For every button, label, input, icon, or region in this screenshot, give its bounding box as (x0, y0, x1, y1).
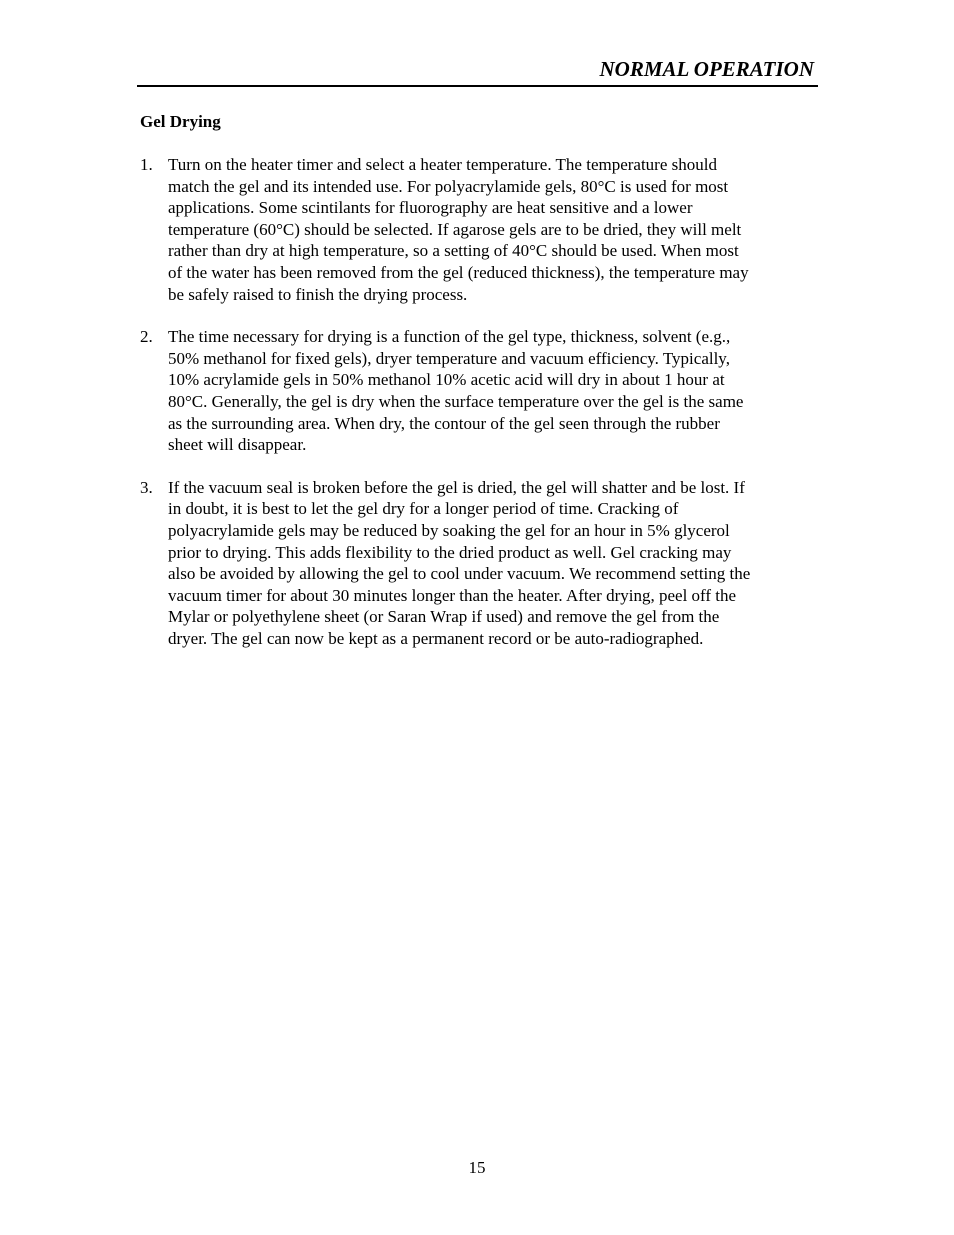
step-line: 80°C. Generally, the gel is dry when the surface temperature over the gel is the same (168, 391, 744, 411)
step-line: Mylar or polyethylene sheet (or Saran Wrap if used) and remove the gel from the (168, 607, 720, 627)
header-title: NORMAL OPERATION (599, 57, 814, 81)
step-line: If the vacuum seal is broken before the gel is dried, the gel will shatter and be lost. If (168, 477, 745, 497)
step-line: sheet will disappear. (168, 435, 307, 455)
step-line: dryer. The gel can now be kept as a permanent record or be auto-radiographed. (168, 628, 704, 648)
page-number: 15 (468, 1158, 486, 1177)
step-line: match the gel and its intended use. For polyacrylamide gels, 80°C is used for most (168, 176, 729, 196)
step-line: as the surrounding area. When dry, the contour of the gel seen through the rubber (168, 413, 720, 433)
step-number: 1. (140, 155, 153, 174)
step-line: temperature (60°C) should be selected. If agarose gels are to be dried, they will melt (168, 219, 742, 239)
step-line: be safely raised to finish the drying process. (168, 284, 468, 304)
step-line: 50% methanol for fixed gels), dryer temperature and vacuum efficiency. Typically, (168, 348, 730, 368)
section-title: Gel Drying (140, 112, 221, 131)
step-line: also be avoided by allowing the gel to cool under vacuum. We recommend setting the (168, 564, 751, 584)
step-line: in doubt, it is best to let the gel dry for a longer period of time. Cracking of (168, 499, 679, 519)
step-line: polyacrylamide gels may be reduced by soaking the gel for an hour in 5% glycerol (168, 520, 730, 540)
page-header (137, 56, 818, 88)
step-line: The time necessary for drying is a function of the gel type, thickness, solvent (e.g., (168, 327, 731, 347)
step-line: rather than dry at high temperature, so a setting of 40°C should be used. When most (168, 241, 739, 261)
page-content (140, 111, 820, 670)
step-number: 3. (140, 477, 153, 497)
step-item (140, 154, 820, 305)
step-line: Turn on the heater timer and select a heater temperature. The temperature should (168, 155, 717, 174)
step-line: prior to drying. This adds flexibility to the dried product as well. Gel cracking may (168, 542, 732, 562)
step-text (168, 477, 820, 650)
step-item (140, 477, 820, 650)
step-line: 10% acrylamide gels in 50% methanol 10% acetic acid will dry in about 1 hour at (168, 370, 725, 390)
step-text (168, 154, 820, 305)
step-line: vacuum timer for about 30 minutes longer than the heater. After drying, peel off the (168, 585, 737, 605)
step-number: 2. (140, 327, 153, 347)
steps-list (140, 154, 820, 649)
step-text (168, 326, 820, 456)
step-item (140, 326, 820, 456)
step-line: applications. Some scintilants for fluorography are heat sensitive and a lower (168, 198, 693, 218)
step-line: of the water has been removed from the gel (reduced thickness), the temperature may (168, 262, 749, 282)
header-rule (137, 85, 818, 87)
